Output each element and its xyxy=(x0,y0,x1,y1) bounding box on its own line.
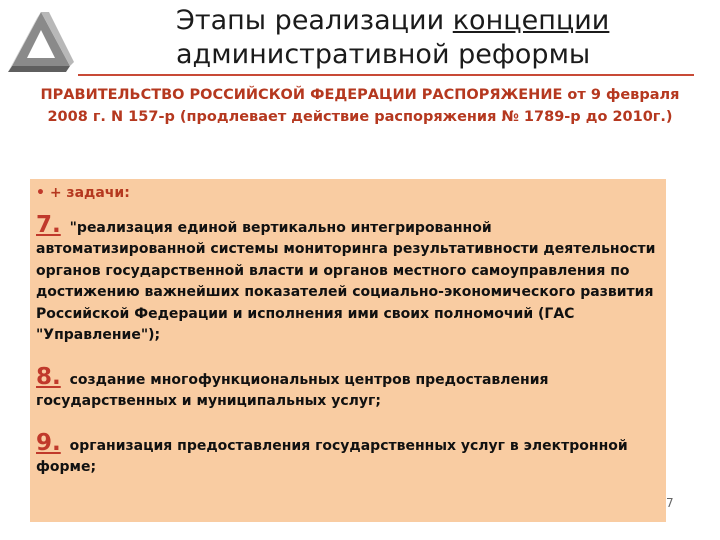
title-divider xyxy=(78,74,694,76)
task-text: "реализация единой вертикально интегрированной автоматизированной системы мониторинга результативности деятельности органов государственной власти и органов местного самоуправления по достижению важнейших показателей социально-экономического развития Российской Федерации и исполнения ими своих полномочий (ГАС "Управление"); xyxy=(36,219,656,343)
task-item-8 xyxy=(36,363,662,413)
task-number: 9. xyxy=(36,429,61,456)
task-item-7 xyxy=(36,211,662,347)
tasks-label: + задачи: xyxy=(49,185,130,201)
task-item-9 xyxy=(36,429,662,479)
document-subtitle: ПРАВИТЕЛЬСТВО РОССИЙСКОЙ ФЕДЕРАЦИИ РАСПОРЯЖЕНИЕ от 9 февраля 2008 г. N 157-р (продлевает действие распоряжения № 1789-р до 2010г.) xyxy=(40,87,680,125)
page-number: 7 xyxy=(666,496,674,510)
task-number: 7. xyxy=(36,211,61,238)
title-link-concept[interactable]: концепции xyxy=(452,5,610,36)
tasks-heading xyxy=(36,183,662,205)
task-text: организация предоставления государственных услуг в электронной форме; xyxy=(36,437,628,475)
task-number: 8. xyxy=(36,363,61,390)
task-text: создание многофункциональных центров предоставления государственных и муниципальных услуг; xyxy=(36,371,549,409)
impossible-triangle-logo xyxy=(8,8,74,74)
title-line2: административной реформы xyxy=(176,39,591,70)
page-title xyxy=(176,4,696,72)
title-text: Этапы реализации xyxy=(176,5,453,36)
tasks-content xyxy=(36,183,662,499)
bullet-icon: • xyxy=(36,185,45,201)
